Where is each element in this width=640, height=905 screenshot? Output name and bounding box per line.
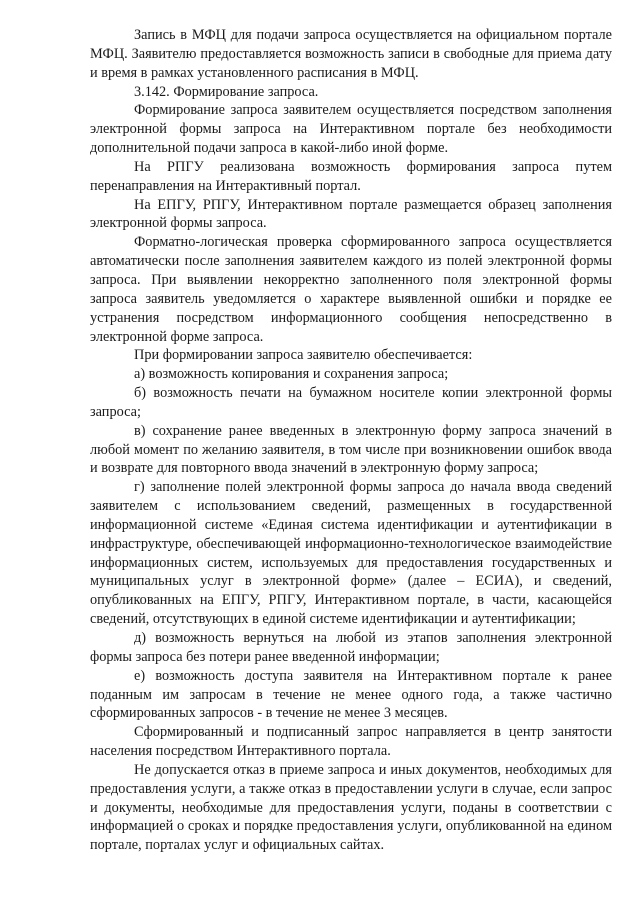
paragraph-no-refusal: Не допускается отказ в приеме запроса и иных документов, необходимых для предоставления услуги, а также отказ в предоставлении услуги в случае, если запрос и документы, необходимые для предоставления услуги, поданы в соответствии с информацией о сроках и порядке предоставления услуги, опубликованной на едином портале, порталах услуг и официальных сайтах. bbox=[90, 761, 612, 854]
paragraph-request-sent: Сформированный и подписанный запрос направляется в центр занятости населения посредством Интерактивного портала. bbox=[90, 724, 612, 760]
paragraph-format-check: Форматно-логическая проверка сформированного запроса осуществляется автоматически после заполнения заявителем каждого из полей электронной формы запроса. При выявлении некорректно заполненного поля электронной формы запроса заявитель уведомляется о характере выявленной ошибки и порядке ее устранения посредством информационного сообщения непосредственно в электронной форме запроса. bbox=[90, 234, 612, 345]
paragraph-mfc-appointment: Запись в МФЦ для подачи запроса осуществляется на официальном портале МФЦ. Заявителю предоставляется возможность записи в свободные для приема дату и время в рамках установленного расписания в МФЦ. bbox=[90, 27, 612, 81]
paragraph-provisions-intro: При формировании запроса заявителю обеспечивается: bbox=[134, 347, 473, 364]
list-item-g: г) заполнение полей электронной формы запроса до начала ввода сведений заявителем с использованием сведений, размещенных в государственной информационной системе «Единая система идентификации и аутентификации в инфраструктуре, обеспечивающей информационно-технологическое взаимодействие информационных систем, используемых для предоставления государственных и муниципальных услуг в электронной форме» (далее – ЕСИА), и сведений, опубликованных на ЕПГУ, РПГУ, Интерактивном портале, в части, касающейся сведений, отсутствующих в единой системе идентификации и аутентификации; bbox=[90, 479, 612, 628]
list-item-v: в) сохранение ранее введенных в электронную форму запроса значений в любой момент по желанию заявителя, в том числе при возникновении ошибок ввода и возврате для повторного ввода значений в электронную форму запроса; bbox=[90, 422, 612, 477]
list-item-a: а) возможность копирования и сохранения запроса; bbox=[134, 366, 449, 383]
paragraph-form-sample: На ЕПГУ, РПГУ, Интерактивном портале размещается образец заполнения электронной формы запроса. bbox=[90, 196, 612, 232]
document-page bbox=[90, 26, 612, 855]
list-item-e: е) возможность доступа заявителя на Интерактивном портале к ранее поданным им запросам в течение не менее одного года, а также частично сформированных запросов - в течение не менее 3 месяцев. bbox=[90, 667, 612, 722]
list-item-d: д) возможность вернуться на любой из этапов заполнения электронной формы запроса без потери ранее введенной информации; bbox=[90, 630, 612, 665]
list-item-b: б) возможность печати на бумажном носителе копии электронной формы запроса; bbox=[90, 385, 612, 420]
section-heading-3-142: 3.142. Формирование запроса. bbox=[134, 83, 319, 100]
paragraph-request-formation: Формирование запроса заявителем осуществляется посредством заполнения электронной формы запроса на Интерактивном портале без необходимости дополнительной подачи запроса в какой-либо иной форме. bbox=[90, 102, 612, 157]
paragraph-rpgu-redirect: На РПГУ реализована возможность формирования запроса путем перенаправления на Интерактивный портал. bbox=[90, 158, 612, 194]
